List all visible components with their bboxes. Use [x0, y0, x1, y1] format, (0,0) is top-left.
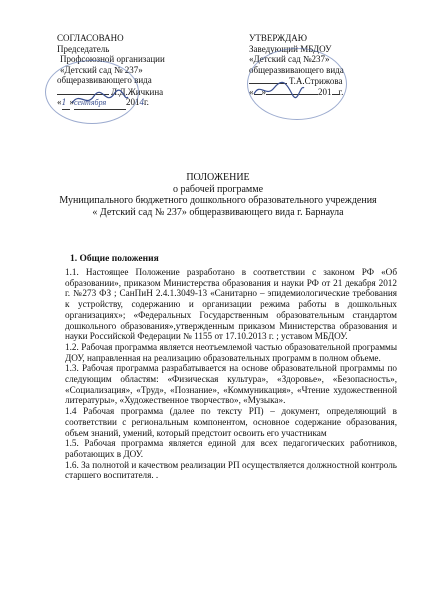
title-line-3: Муниципального бюджетного дошкольного образовательного учреждения: [59, 195, 377, 206]
approval-agreed-date: «1 »сентября 2014г.: [57, 97, 227, 110]
handwritten-signature-right: [252, 78, 306, 100]
paragraph: 1.3. Рабочая программа разрабатывается на основе образовательной программы по следующим областям: «Физическая культура», «Здоровье», «Безопасность», «Социализация», «Труд», «Познание», «Коммуникация», «Чтение художественной литературы», «Художественное творчество», «Музыка».: [65, 363, 397, 406]
approval-approve-date: « » 201 г.: [249, 86, 344, 97]
approval-approve-org-line2: общеразвивающего вида: [249, 64, 344, 75]
approval-agreed-position: Председатель: [57, 43, 110, 54]
approval-approve-org-line1: «Детский сад №237»: [249, 54, 330, 64]
title-line-1: ПОЛОЖЕНИЕ: [186, 172, 250, 183]
paragraph: 1.4 Рабочая программа (далее по тексту РП) – документ, определяющий в соответствии с региональным компонентом, основное содержание образования, объем знаний, умений, который предстоит освоить его участникам: [65, 406, 397, 438]
paragraph: 1.5. Рабочая программа является единой для всех педагогических работников, работающих в ДОУ.: [65, 438, 397, 459]
approval-agreed-org-line1: Профсоюзной организации: [60, 54, 165, 64]
paragraph: 1.1. Настоящее Положение разработано в соответствии с законом РФ «Об образовании», приказом Министерства образования и науки РФ от 21 декабря 2012 г. №273 ФЗ ; СанПиН 2.4.1.3049-13 «Санитарно – эпидемиологические требования к устройству, содержанию и организации режима работы в дошкольных организациях»; «Федеральных Государственным образовательным стандартом дошкольного образования»,утвержденным приказом Министерства образования и науки Российской Федерации № 1155 от 17.10.2013 г. ; уставом МБДОУ.: [65, 267, 397, 342]
approval-agreed-org-line2: «Детский сад № 237»: [60, 64, 143, 75]
approval-agreed-heading: СОГЛАСОВАНО: [57, 33, 124, 43]
handwritten-signature-left: [70, 88, 130, 110]
approval-approve-position: Заведующий МБДОУ: [249, 43, 332, 54]
section-heading: 1. Общие положения: [70, 254, 159, 264]
approval-approve-signatory: Т.А.Стрижова: [289, 76, 343, 86]
paragraph: 1.6. За полнотой и качеством реализации РП осуществляется должностной контроль старшего воспитателя. .: [65, 459, 397, 481]
title-line-4: « Детский сад № 237» общеразвивающего вида г. Барнаула: [92, 206, 344, 218]
date-day-blank: 1: [62, 97, 70, 110]
date-month-blank: сентября: [74, 97, 126, 110]
approval-agreed-signatory: Л.Д.Жичкина: [111, 86, 164, 97]
title-line-2: о рабочей программе: [172, 183, 264, 195]
document-title: [30, 172, 406, 218]
approval-agreed-org-line3: общеразвивающего вида: [57, 75, 152, 85]
approval-approve-heading: УТВЕРЖДАЮ: [249, 33, 308, 43]
section-body: [65, 267, 397, 481]
paragraph: 1.2. Рабочая программа является неотъемлемой частью образовательной программы ДОУ, направленная на реализацию образовательных программ в полном объеме.: [65, 341, 397, 363]
